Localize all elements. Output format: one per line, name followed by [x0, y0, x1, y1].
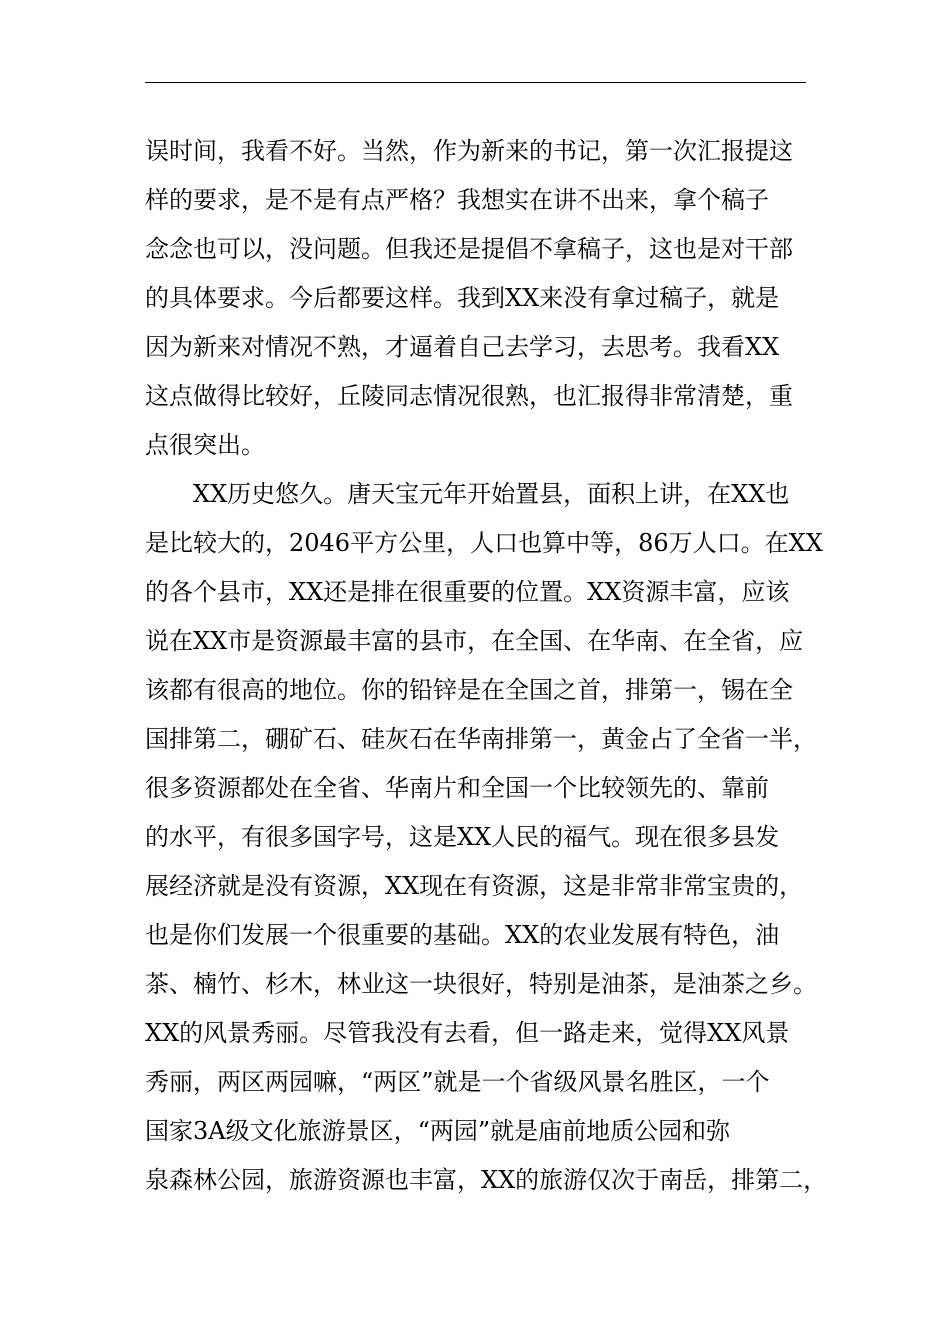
text-line: 国家3A级文化旅游景区，“两园”就是庙前地质公园和弥	[145, 1117, 731, 1145]
text-line: 展经济就是没有资源，XX现在有资源，这是非常非常宝贵的，	[145, 872, 804, 900]
text-line: 说在XX市是资源最丰富的县市，在全国、在华南、在全省，应	[145, 627, 804, 655]
text-line: 泉森林公园，旅游资源也丰富，XX的旅游仅次于南岳，排第二，	[145, 1166, 828, 1194]
text-line: 是比较大的，2046平方公里，人口也算中等，86万人口。在XX	[145, 529, 823, 557]
body-text	[145, 127, 828, 1205]
text-line: 误时间，我看不好。当然，作为新来的书记，第一次汇报提这	[145, 137, 793, 165]
text-line: 的水平，有很多国字号，这是XX人民的福气。现在很多县发	[145, 823, 780, 851]
text-line: 样的要求，是不是有点严格？我想实在讲不出来，拿个稿子	[145, 186, 769, 214]
text-line: 国排第二，硼矿石、硅灰石在华南排第一，黄金占了全省一半，	[145, 725, 817, 753]
text-line: 该都有很高的地位。你的铅锌是在全国之首，排第一，锡在全	[145, 676, 793, 704]
header-rule	[145, 82, 806, 83]
text-line: XX的风景秀丽。尽管我没有去看，但一路走来，觉得XX风景	[145, 1019, 790, 1047]
text-line: 念念也可以，没问题。但我还是提倡不拿稿子，这也是对干部	[145, 235, 793, 263]
text-line: 秀丽，两区两园嘛，“两区”就是一个省级风景名胜区，一个	[145, 1068, 770, 1096]
text-line: 也是你们发展一个很重要的基础。XX的农业发展有特色，油	[145, 921, 780, 949]
text-line: 的具体要求。今后都要这样。我到XX来没有拿过稿子，就是	[145, 284, 780, 312]
text-line: 的各个县市，XX还是排在很重要的位置。XX资源丰富，应该	[145, 578, 790, 606]
text-line: XX历史悠久。唐天宝元年开始置县，面积上讲，在XX也	[193, 480, 790, 508]
text-line: 因为新来对情况不熟，才逼着自己去学习，去思考。我看XX	[145, 333, 780, 361]
text-line: 这点做得比较好，丘陵同志情况很熟，也汇报得非常清楚，重	[145, 382, 793, 410]
text-line: 茶、楠竹、杉木，林业这一块很好，特别是油茶，是油茶之乡。	[145, 970, 817, 998]
text-line: 点很突出。	[145, 431, 265, 459]
text-line: 很多资源都处在全省、华南片和全国一个比较领先的、靠前	[145, 774, 769, 802]
